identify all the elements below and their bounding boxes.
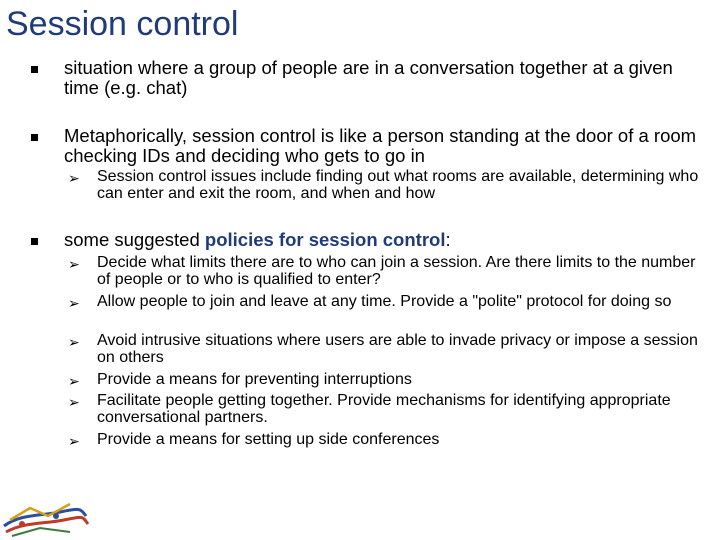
- bullet-2-sub-1: Session control issues include finding out what rooms are available, determining who can enter and exit the room, and when and how: [97, 168, 699, 202]
- arrowhead-bullet-icon: ➢: [68, 257, 80, 273]
- bullet-3-highlight: policies for session control: [204, 229, 446, 250]
- bullet-3-text-after: :: [445, 229, 451, 250]
- bullet-square-icon: [31, 238, 38, 245]
- bullet-1-text: situation where a group of people are in a conversation together at a given time (e.g. chat): [64, 57, 673, 98]
- bullet-3-sub-6: Provide a means for setting up side conferences: [97, 431, 440, 448]
- arrowhead-bullet-icon: ➢: [68, 395, 80, 411]
- bullet-square-icon: [31, 134, 38, 141]
- arrowhead-bullet-icon: ➢: [68, 374, 80, 390]
- bullet-3-sub-4: Provide a means for preventing interruptions: [97, 371, 412, 388]
- arrowhead-bullet-icon: ➢: [68, 434, 80, 450]
- bullet-square-icon: [31, 66, 38, 73]
- decorative-logo-icon: [0, 486, 90, 540]
- bullet-3-text: [64, 230, 704, 250]
- arrowhead-bullet-icon: ➢: [68, 171, 80, 187]
- arrowhead-bullet-icon: ➢: [68, 296, 80, 312]
- bullet-3-text-before: some suggested: [64, 229, 205, 250]
- bullet-3-sub-1: Decide what limits there are to who can join a session. Are there limits to the number of people or to who is qualified to enter?: [97, 254, 696, 288]
- arrowhead-bullet-icon: ➢: [68, 335, 80, 351]
- bullet-3-sub-2: Allow people to join and leave at any time. Provide a "polite" protocol for doing so: [97, 293, 672, 310]
- bullet-3-sub-5: Facilitate people getting together. Provide mechanisms for identifying appropriate conversational partners.: [97, 392, 671, 426]
- page-title: Session control: [6, 5, 239, 43]
- bullet-2-text: Metaphorically, session control is like a person standing at the door of a room checking IDs and deciding who gets to go in: [64, 125, 697, 166]
- bullet-3-sub-3: Avoid intrusive situations where users are able to invade privacy or impose a session on others: [97, 332, 698, 366]
